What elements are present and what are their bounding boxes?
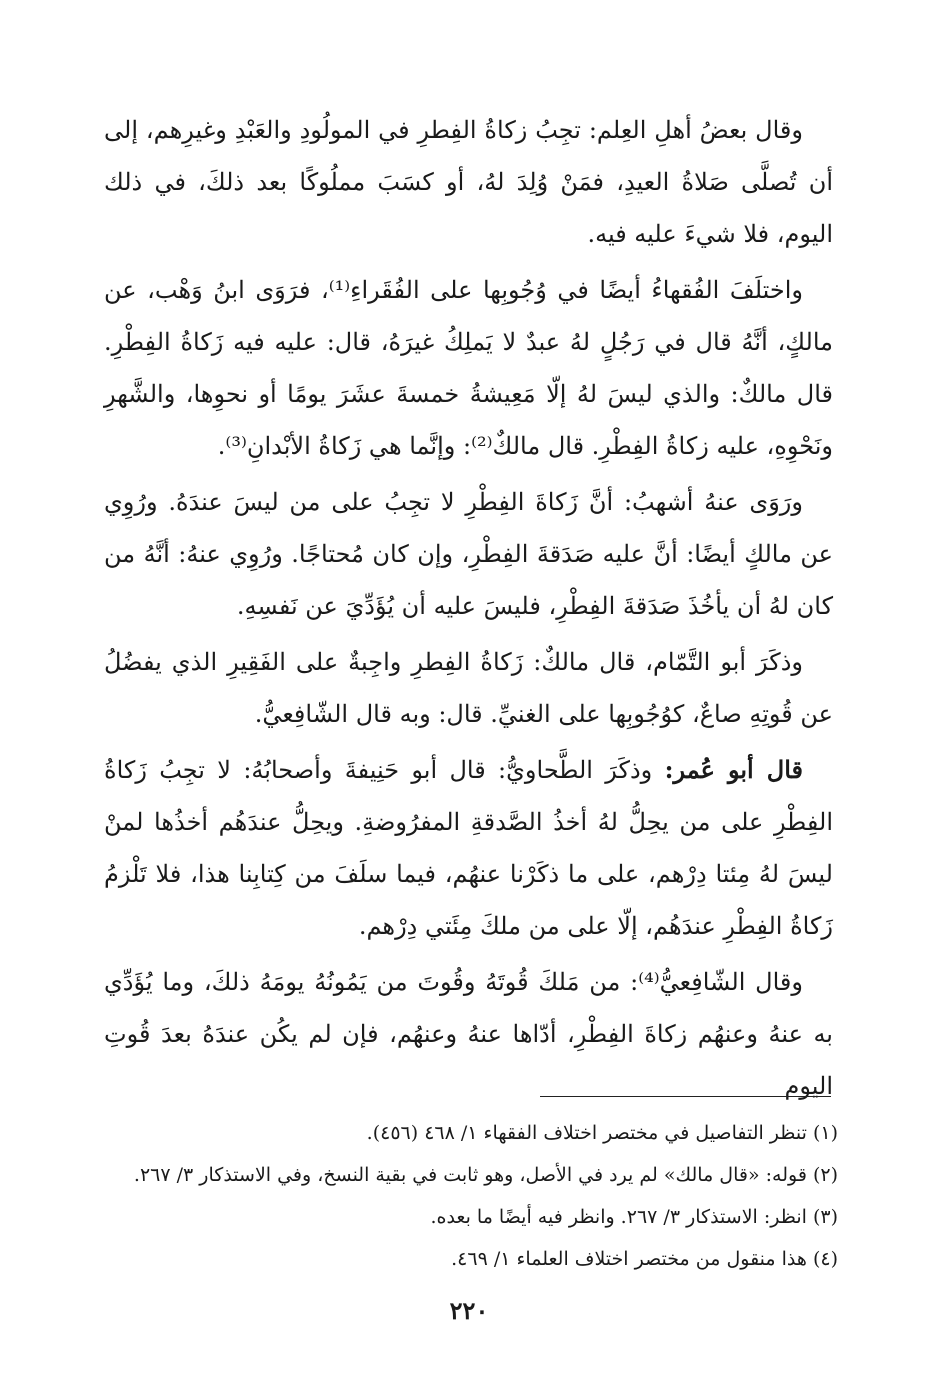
paragraph-text: وقال بعضُ أهلِ العِلم: تجِبُ زكاةُ الفِطرِ في المولُودِ والعَبْدِ وغيرِهم، إلى أن تُصلَّى صَلاةُ العيدِ، فمَنْ وُلِدَ لهُ، أو كسَبَ مملُوكًا بعد ذلكَ، في ذلك اليوم، فلا شيءَ عليه فيه. — [104, 116, 834, 248]
paragraph-text: وقال الشّافِعيُّ⁽⁴⁾: من مَلكَ قُوتَهُ وقُوتَ من يَمُونُهُ يومَهُ ذلكَ، وما يُؤَدِّي به عنهُ وعنهُم زكاةَ الفِطْرِ، أدّاها عنهُ وعنهُم، فإن لم يكُن عندَهُ بعدَ قُوتِ اليوم — [104, 968, 833, 1100]
footnote-4: (٤) هذا منقول من مختصر اختلاف العلماء ١/ ٤٦٩. — [451, 1248, 838, 1270]
footnote-2: (٢) قوله: «قال مالك» لم يرد في الأصل، وهو ثابت في بقية النسخ، وفي الاستذكار ٣/ ٢٦٧. — [133, 1164, 838, 1186]
paragraph-4 — [104, 636, 833, 740]
paragraph-1 — [104, 104, 833, 260]
paragraph-text: ورَوَى عنهُ أشهبُ: أنَّ زَكاةَ الفِطْرِ لا تجِبُ على من ليسَ عندَهُ. ورُوِي عن مالكٍ أيضًا: أنَّ عليه صَدَقةَ الفِطْرِ، وإن كان مُحتاجًا. ورُوِي عنهُ: أنَّهُ من كان لهُ أن يأخُذَ صَدَقةَ الفِطْرِ، فليسَ عليه أن يُؤَدِّيَ عن نَفسِهِ. — [104, 488, 833, 620]
paragraph-text: وذكَرَ الطَّحاويُّ: قال أبو حَنِيفةَ وأصحابُهُ: لا تجِبُ زَكاةُ الفِطْرِ على من يحِلُّ لهُ أخذُ الصَّدقةِ المفرُوضةِ. ويحِلُّ عندَهُم أخذُها لمنْ ليسَ لهُ مِئتا دِرْهم، على ما ذكَرْنا عنهُم، فيما سلَفَ من كِتابِنا هذا، فلا تَلْزمُ زَكاةُ الفِطْرِ عندَهُم، إلّا على من ملكَ مِئَتي دِرْهم. — [104, 756, 833, 940]
paragraph-lead: قال أبو عُمر: — [664, 755, 803, 784]
main-text — [104, 104, 833, 1116]
paragraph-5 — [104, 744, 833, 952]
paragraph-6 — [104, 956, 833, 1112]
paragraph-text: وذكَرَ أبو التَّمّام، قال مالكٌ: زَكاةُ الفِطرِ واجِبةٌ على الفَقِيرِ الذي يفضُلُ عن قُوتِهِ صاعٌ، كوُجُوبِها على الغنيِّ. قال: وبه قال الشّافِعيُّ. — [104, 648, 833, 728]
footnote-1: (١) تنظر التفاصيل في مختصر اختلاف الفقهاء ١/ ٤٦٨ (٤٥٦). — [366, 1122, 838, 1144]
paragraph-text: واختلَفَ الفُقهاءُ أيضًا في وُجُوبِها على الفُقَراءِ⁽¹⁾، فرَوَى ابنُ وَهْب، عن مالكٍ، أنَّهُ قال في رَجُلٍ لهُ عبدٌ لا يَملِكُ غيرَهُ، قال: عليه فيه زَكاةُ الفِطْرِ. قال مالكٌ: والذي ليسَ لهُ إلّا مَعِيشةُ خمسةَ عشَرَ يومًا أو نحوِها، والشَّهرِ ونَحْوِهِ، عليه زكاةُ الفِطْرِ. قال مالكٌ⁽²⁾: وإنَّما هي زَكاةُ الأبْدانِ⁽³⁾. — [104, 276, 833, 460]
footnotes — [133, 1112, 838, 1280]
paragraph-3 — [104, 476, 833, 632]
page-number: ٢٢٠ — [449, 1296, 489, 1325]
paragraph-2 — [104, 264, 833, 472]
footnote-separator — [540, 1096, 831, 1097]
footnote-3: (٣) انظر: الاستذكار ٣/ ٢٦٧. وانظر فيه أيضًا ما بعده. — [430, 1206, 838, 1228]
